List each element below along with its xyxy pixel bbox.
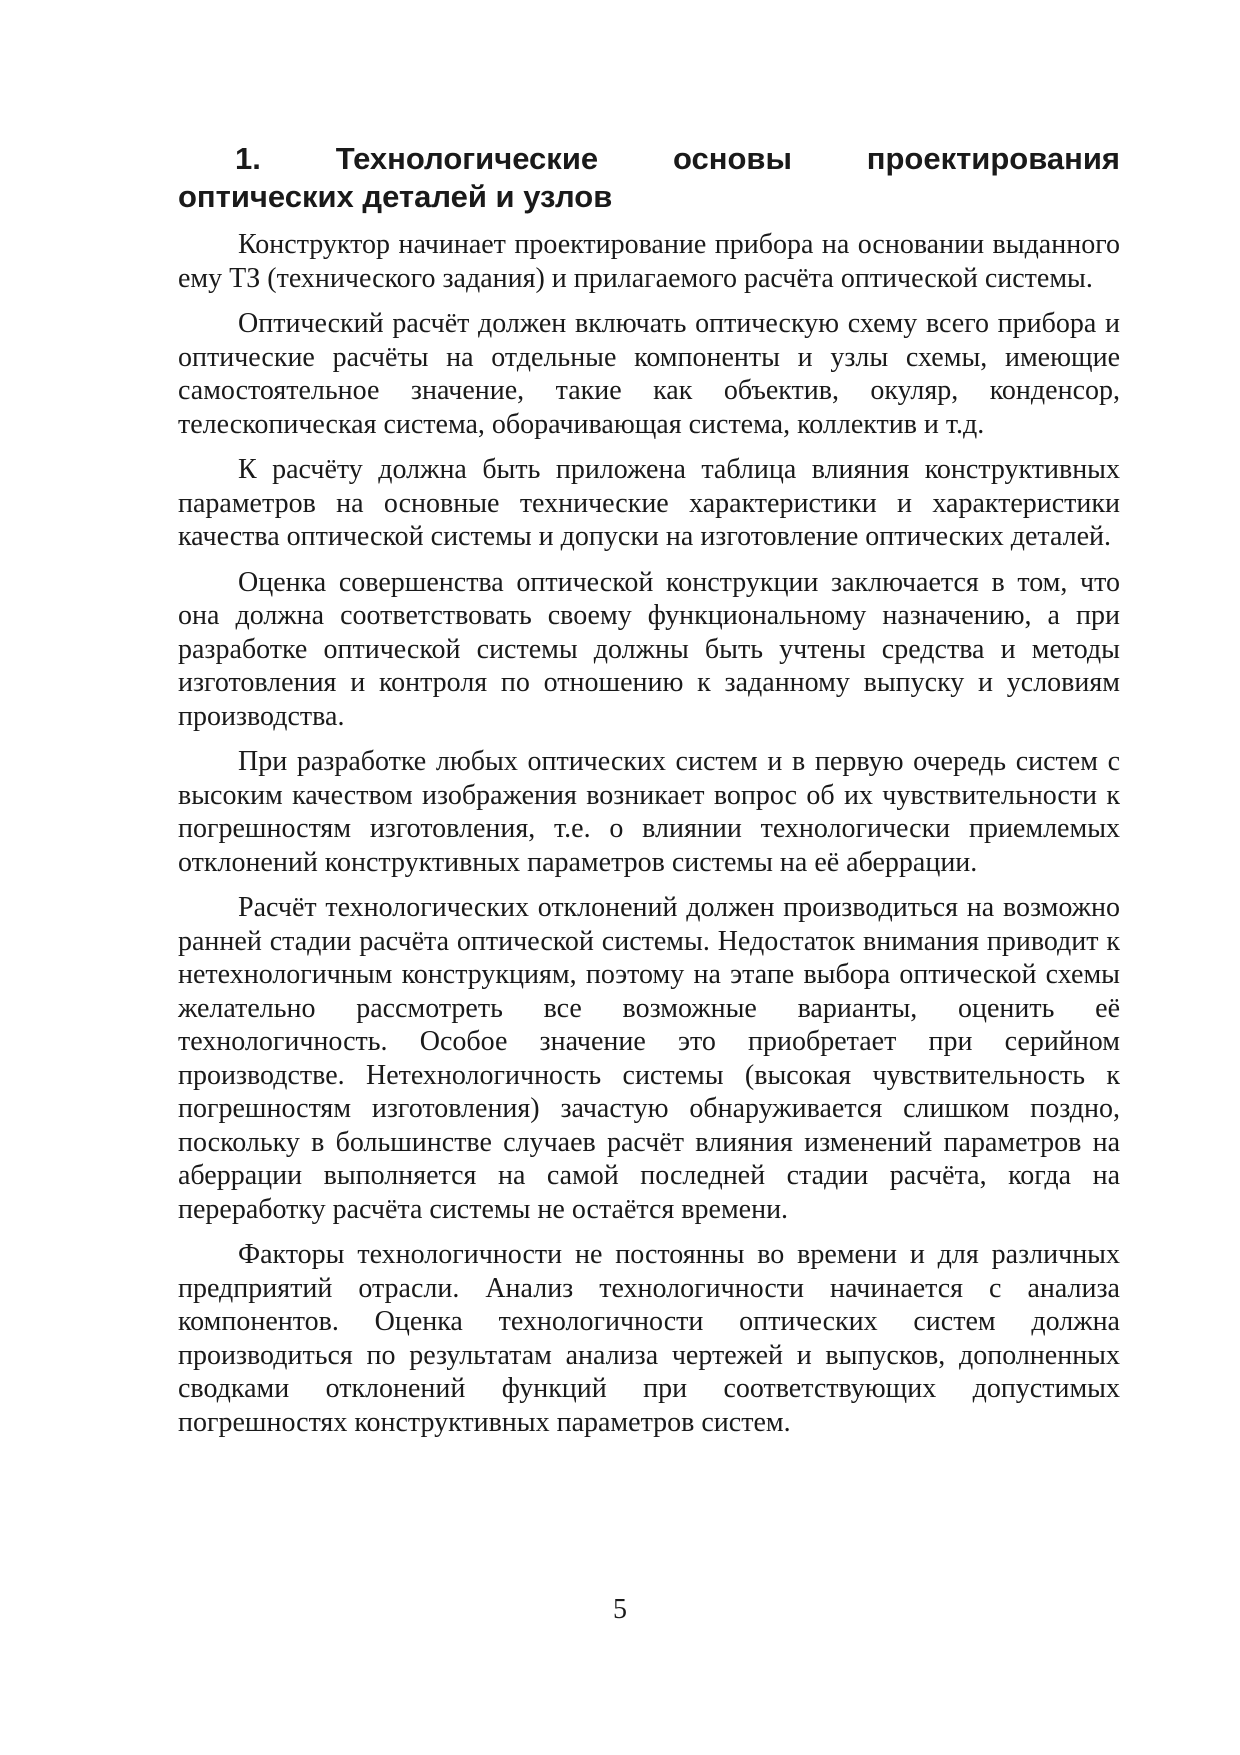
page-content [178,140,1120,1451]
section-heading-word: основы [672,141,792,176]
section-heading-line1 [178,140,1120,178]
paragraph: Оценка совершенства оптической конструкции заключается в том, что она должна соответствовать своему функциональному назначению, а при разработке оптической системы должны быть учтены средства и методы изготовления и контроля по отношению к заданному выпуску и условиям производства. [178,566,1120,732]
section-heading-word: проектирования [866,141,1120,176]
paragraph: Оптический расчёт должен включать оптическую схему всего прибора и оптические расчёты на отдельные компоненты и узлы схемы, имеющие самостоятельное значение, такие как объектив, окуляр, конденсор, телескопическая система, оборачивающая система, коллектив и т.д. [178,308,1120,440]
section-heading-word: Технологические [335,141,599,176]
paragraph: Факторы технологичности не постоянны во времени и для различных предприятий отрасли. Анализ технологичности начинается с анализа компонентов. Оценка технологичности оптических систем должна производиться по результатам анализа чертежей и выпусков, дополненных сводками отклонений функций при соответствующих допустимых погрешностях конструктивных параметров систем. [178,1239,1120,1438]
paragraph: Расчёт технологических отклонений должен производиться на возможно ранней стадии расчёта оптической системы. Недостаток внимания приводит к нетехнологичным конструкциям, поэтому на этапе выбора оптической схемы желательно рассмотреть все возможные варианты, оценить её технологичность. Особое значение это приобретает при серийном производстве. Нетехнологичность системы (высокая чувствительность к погрешностям изготовления) зачастую обнаруживается слишком поздно, поскольку в большинстве случаев расчёт влияния изменений параметров на аберрации выполняется на самой последней стадии расчёта, когда на переработку расчёта системы не остаётся времени. [178,892,1120,1225]
section-heading-line2: оптических деталей и узлов [178,179,613,214]
page-number: 5 [613,1594,627,1625]
section-heading [178,140,1120,216]
paragraph: При разработке любых оптических систем и в первую очередь систем с высоким качеством изображения возникает вопрос об их чувствительности к погрешностям изготовления, т.е. о влиянии технологически приемлемых отклонений конструктивных параметров системы на её аберрации. [178,746,1120,878]
paragraph: Конструктор начинает проектирование прибора на основании выданного ему ТЗ (технического задания) и прилагаемого расчёта оптической системы. [178,229,1120,294]
paragraph: К расчёту должна быть приложена таблица влияния конструктивных параметров на основные технические характеристики и характеристики качества оптической системы и допуски на изготовление оптических деталей. [178,454,1120,552]
section-number: 1. [235,141,261,176]
